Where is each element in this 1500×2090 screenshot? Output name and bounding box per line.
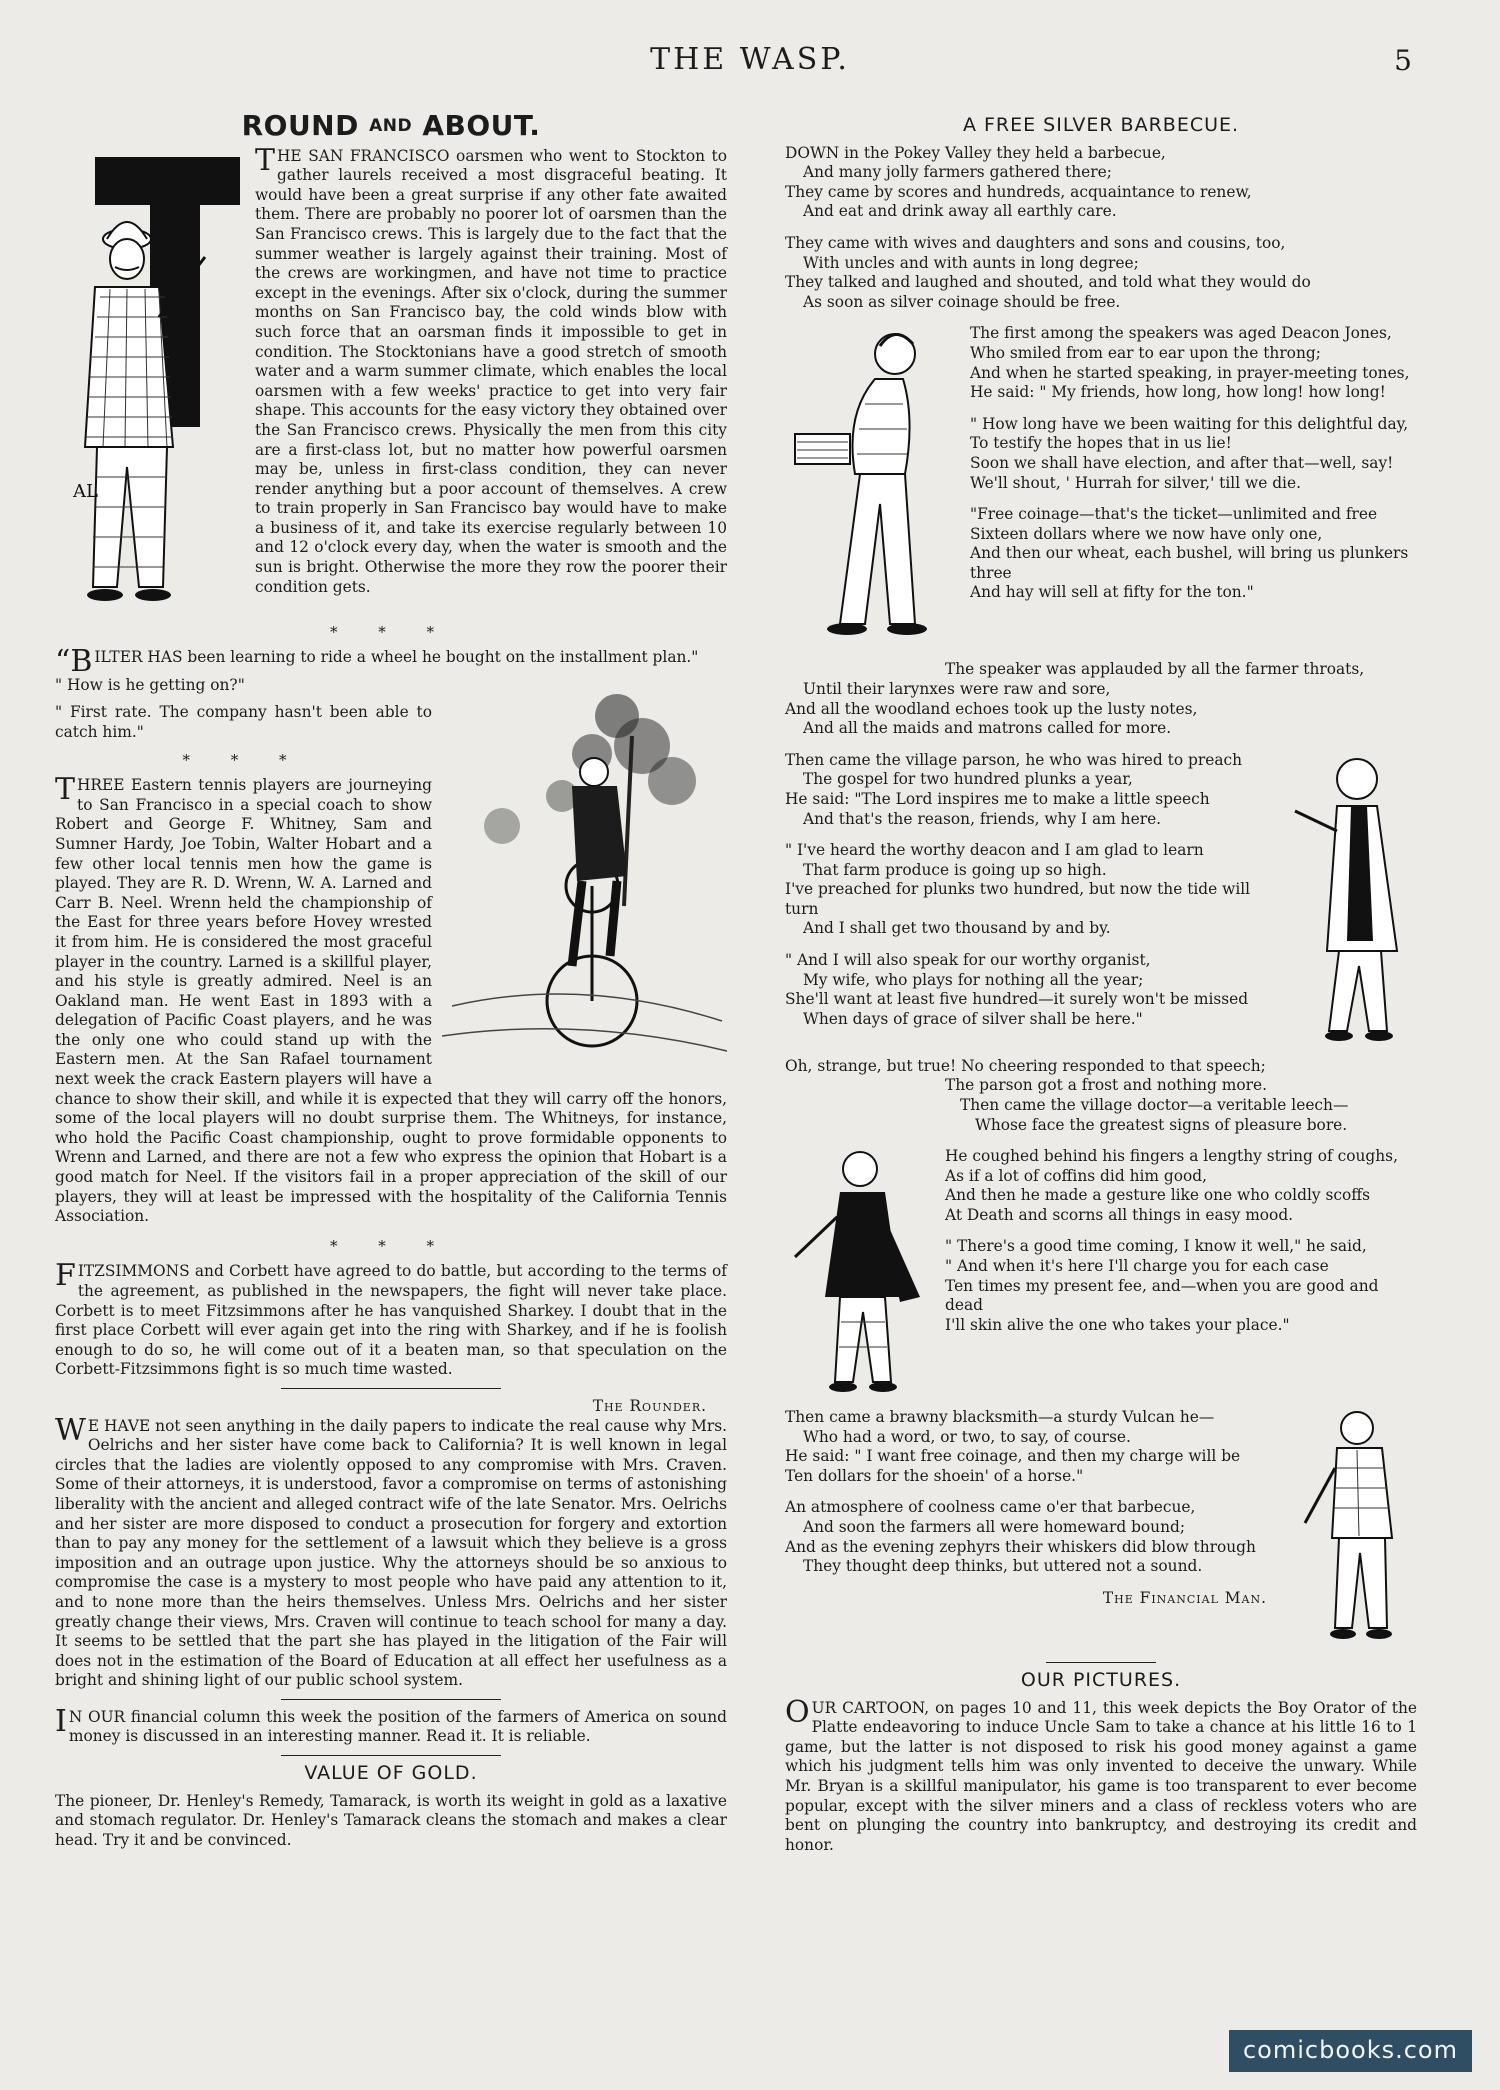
masthead: THE WASP. xyxy=(650,42,850,77)
article-our-pictures: OUR CARTOON, on pages 10 and 11, this week depicts the Boy Orator of the Platte endeavoring to induce Uncle Sam to take a chance at his little 16 to 1 game, but the latter is not disposed to risk his good money against a game which his judgment tells him was only invented to deceive the unwary. While Mr. Bryan is a skillful manipulator, his game is too transparent to ever become popular, except with the silver miners and a class of reckless voters who are bent on plunging the country into bankruptcy, and destroying its credit and honor. xyxy=(785,1694,1417,1854)
article-bilter-answer: " First rate. The company hasn't been able to catch him." xyxy=(55,703,432,741)
byline-financial-man: The Financial Man. xyxy=(1102,1588,1267,1607)
poem-stanza: An atmosphere of coolness came o'er that barbecue, And soon the farmers all were homeward bound; And as the evening zephyrs their whiskers did blow through They thought deep thinks, but uttered not a sound. xyxy=(785,1498,1256,1576)
separator-stars: * * * xyxy=(329,1236,453,1255)
article-oelrichs: W E HAVE not seen anything in the daily papers to indicate the real cause why Mrs. Oelrichs and her sister have come back to California? It is well known in legal circles that the ladies are violently opposed to any compromise with Mrs. Craven. Some of their attorneys, it is understood, favor a compromise on terms of astonishing liberality with the ancient and alleged contract wife of the late Senator. Mrs. Oelrichs and her sister are more disposed to conduct a prosecution for forgery and extortion than to pay any money for the settlement of a lawsuit which they believe is a gross imposition and an outrage upon justice. Why the attorneys should be so anxious to compromise the case is a mystery to most people who have paid any attention to it, and to none more than the heirs themselves. Unless Mrs. Oelrichs and her sister greatly change their views, Mrs. Craven will continue to teach school for many a day. It seems to be settled that the part she has played in the litigation of the Fair will does not in the estimation of the Board of Education at all effect her usefulness as a bright and shining light of our public school system. xyxy=(55,1412,727,1690)
poem-stanza: The speaker was applauded by all the farmer throats, Until their larynxes were raw and sore, And all the woodland echoes took up the lusty notes, And all the maids and matrons called for more. xyxy=(785,660,1365,738)
separator-stars: * * * xyxy=(182,750,305,769)
doctor-illustration xyxy=(785,1147,935,1402)
cyclist-illustration xyxy=(442,676,727,1066)
poem-stanza: " And I will also speak for our worthy organist, My wife, who plays for nothing all the year; She'll want at least five hundred—it surely won't be missed When days of grace of silver shall be here." xyxy=(785,951,1249,1028)
divider xyxy=(281,1699,501,1700)
article-tennis: THREE Eastern tennis players are journeying to San Francisco in a special coach to show Robert and George F. Whitney, Sam and Sumner Hardy, Joe Tobin, Walter Hobart and a few other local tennis men how the game is played. They are R. D. Wrenn, W. A. Larned and Carr B. Neel. Wrenn held the championship of the East for three years before Hovey wrested it from him. He is considered the most graceful player in the country. Larned is a skillful player, and his style is greatly admired. Neel is an Oakland man. He went East in 1893 with a delegation of Pacific Coast players, and he was the only one who could stand up with the Eastern men. At the San Rafael tournament next week the crack Eastern players will have a chance to show their skill, and while it is expected that they will carry off the honors, some of the local players will no doubt surprise them. The Whitneys, for instance, who hold the Pacific Coast championship, ought to prove formidable opponents to Wrenn and Larned, and there are not a few who express the opinion that Hobart is a good match for Neel. If the visitors fail in a proper appreciation of the skill of our players, they will at least be impressed with the hospitality of the California Tennis Association. xyxy=(55,772,727,1226)
svg-text:AL: AL xyxy=(73,480,98,502)
parson-illustration xyxy=(1277,751,1417,1051)
poem-stanza: " There's a good time coming, I know it well," he said, " And when it's here I'll charge you for each case Ten times my present fee, and—when you are good and dead I'll skin alive the one who takes your place." xyxy=(945,1237,1379,1334)
poem-stanza: He coughed behind his fingers a lengthy string of coughs, As if a lot of coffins did him good, And then he made a gesture like one who coldly scoffs At Death and scorns all things in easy mood. xyxy=(945,1147,1398,1224)
poem-stanza: DOWN in the Pokey Valley they held a barbecue, And many jolly farmers gathered there; They came by scores and hundreds, acquaintance to renew, And eat and drink away all earthly care. xyxy=(785,143,1252,221)
byline-rounder: The Rounder. xyxy=(592,1396,707,1415)
article-bilter-question: " How is he getting on?" xyxy=(55,675,245,694)
article-oarsmen: THE SAN FRANCISCO oarsmen who went to Stockton to gather laurels received a most disgraceful beating. It would have been a great surprise if any other fate awaited them. There are probably no poorer lot of oarsmen than the San Francisco crews. This is largely due to the fact that the summer weather is largely against their training. Most of the crews are workingmen, and have not time to practice except in the evenings. After six o'clock, during the summer months on San Francisco bay, the cold winds blow with such force that an oarsman finds it impossible to get in condition. The Stocktonians have a good stretch of smooth water and a warm summer climate, which enables the local oarsmen with a few weeks' practice to get into very fair shape. This accounts for the easy victory they obtained over the San Francisco crews. Physically the men from this city are a first-class lot, but no matter how powerful oarsmen may be, unless in first-class condition, they can never render anything but a poor account of themselves. A crew to train properly in San Francisco bay would have to make a business of it, and take its exercise regularly between 10 and 12 o'clock every day, when the water is smooth and the sun is bright. Otherwise the more they row the poorer their condition gets. xyxy=(255,142,727,596)
advertisement-tamarack: The pioneer, Dr. Henley's Remedy, Tamarack, is worth its weight in gold as a laxative and stomach regulator. Dr. Henley's Tamarack cleans the stomach and makes a clear head. Try it and be convinced. xyxy=(55,1791,727,1849)
section-heading-round-about: ROUND AND ABOUT. xyxy=(241,109,541,142)
pictures-heading: OUR PICTURES. xyxy=(1020,1669,1182,1692)
watermark-logo: comicbooks.com xyxy=(1229,2030,1472,2072)
illustrated-initial-t xyxy=(55,147,245,617)
poem-stanza: " How long have we been waiting for this delightful day, To testify the hopes that in us lie! Soon we shall have election, and after that—well, say! We'll shout, ' Hurrah for silver,' till we die. xyxy=(970,414,1409,492)
separator-stars: * * * xyxy=(329,622,453,641)
poem-stanza: Then came the village parson, he who was hired to preach The gospel for two hundred plunks a year, He said: "The Lord inspires me to make a little speech And that's the reason, friends, why I am here. xyxy=(785,750,1243,828)
right-column xyxy=(785,112,1417,1855)
poem-stanza: " I've heard the worthy deacon and I am glad to learn That farm produce is going up so high. I've preached for plunks two hundred, but now the tide will turn And I shall get two thousand by and by. xyxy=(785,841,1251,938)
divider xyxy=(281,1388,501,1389)
article-fitzsimmons: FITZSIMMONS and Corbett have agreed to do battle, but according to the terms of the agreement, as published in the newspapers, the fight will never take place. Corbett is to meet Fitzsimmons after he has vanquished Sharkey. I doubt that in the first place Corbett will ever again get into the ring with Sharkey, and if he is foolish enough to do so, he will come out of it a beaten man, so that speculation on the Corbett-Fitzsimmons fight is so much time wasted. xyxy=(55,1258,727,1379)
divider xyxy=(1046,1662,1156,1663)
deacon-illustration xyxy=(785,324,960,654)
divider xyxy=(281,1755,501,1756)
article-bilter: “BILTER HAS been learning to ride a wheel he bought on the installment plan." xyxy=(55,644,699,680)
poem-stanza: "Free coinage—that's the ticket—unlimited and free Sixteen dollars where we now have only one, And then our wheat, each bushel, will bring us plunkers three And hay will sell at fifty for the ton." xyxy=(970,505,1409,602)
poem-stanza: Then came a brawny blacksmith—a sturdy Vulcan he— Who had a word, or two, to say, of course. He said: " I want free coinage, and then my charge will be Ten dollars for the shoein' of a horse." xyxy=(785,1408,1241,1485)
article-financial-note: I N OUR financial column this week the position of the farmers of America on sound money is discussed in an interesting manner. Read it. It is reliable. xyxy=(55,1703,727,1746)
left-column xyxy=(55,109,727,1858)
blacksmith-illustration xyxy=(1297,1408,1417,1648)
oarsman-illustration xyxy=(55,147,245,617)
value-of-gold-heading: VALUE OF GOLD. xyxy=(304,1762,478,1785)
poem-stanza: Oh, strange, but true! No cheering responded to that speech; The parson got a frost and nothing more. Then came the village doctor—a veritable leech— Whose face the greatest signs of pleasure bore. xyxy=(785,1056,1349,1134)
poem-stanza: The first among the speakers was aged Deacon Jones, Who smiled from ear to ear upon the throng; And when he started speaking, in prayer-meeting tones, He said: " My friends, how long, how long! how long! xyxy=(970,324,1410,402)
poem-stanza: They came with wives and daughters and sons and cousins, too, With uncles and with aunts in long degree; They talked and laughed and shouted, and told what they would do As soon as silver coinage should be free. xyxy=(785,233,1311,311)
poem-heading: A FREE SILVER BARBECUE. xyxy=(962,114,1240,136)
page-number: 5 xyxy=(1394,44,1412,77)
